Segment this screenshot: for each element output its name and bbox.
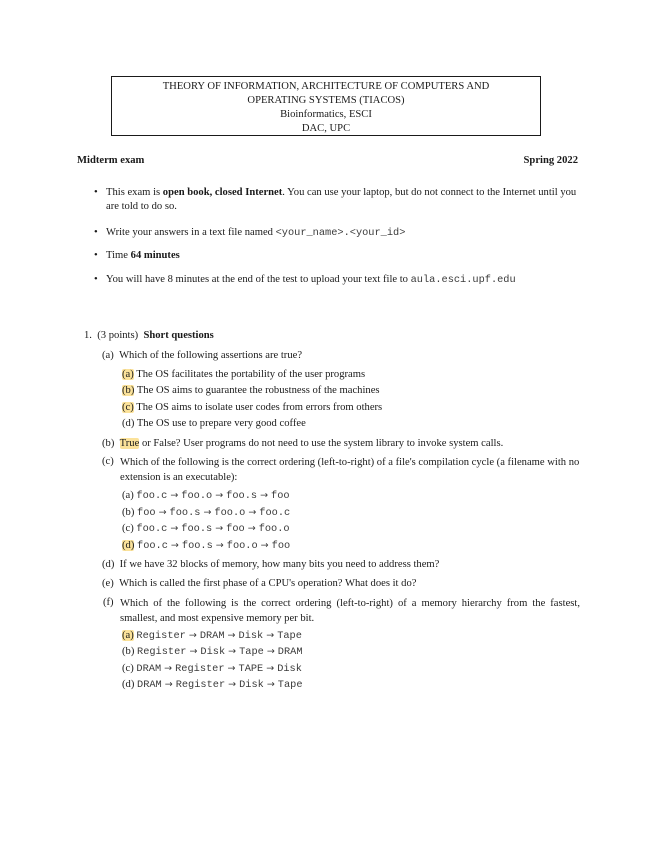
arrow-icon: →: [266, 646, 275, 657]
arrow-icon: →: [203, 507, 212, 518]
arrow-icon: →: [247, 523, 256, 534]
sequence-step: DRAM: [137, 679, 162, 691]
option-item: [122, 539, 290, 553]
sequence-step: foo.s: [226, 490, 258, 502]
sequence-step: foo: [226, 523, 245, 535]
sequence-step: foo.s: [169, 507, 201, 519]
instruction-item: • Time 64 minutes: [94, 250, 180, 261]
highlighted-answer: True: [119, 438, 140, 449]
sequence-step: foo.o: [258, 523, 290, 535]
arrow-icon: →: [227, 630, 236, 641]
sequence-step: Tape: [277, 679, 303, 691]
sequence-step: foo: [271, 540, 291, 552]
sequence-step: Disk: [238, 630, 264, 642]
arrow-icon: →: [228, 679, 237, 690]
instruction-item: • This exam is open book, closed Internet. You can use your laptop, but do not connect to the Internet until you are told to do so.: [94, 187, 577, 212]
filename-format: <your_name>.<your_id>: [275, 227, 406, 239]
option-item: (b) The OS aims to guarantee the robustness of the machines: [122, 385, 380, 396]
sequence-step: foo.c: [259, 507, 291, 519]
sequence-step: Disk: [200, 646, 226, 658]
option-label: (b): [122, 646, 135, 657]
arrow-icon: →: [248, 507, 257, 518]
arrow-icon: →: [158, 507, 167, 518]
arrow-icon: →: [188, 630, 197, 641]
arrow-icon: →: [228, 646, 237, 657]
instruction-item: • Write your answers in a text file named <your_name>.<your_id>: [94, 227, 406, 239]
sequence-step: Register: [136, 630, 186, 642]
sequence-step: DRAM: [277, 646, 303, 658]
option-label: (a): [122, 630, 134, 641]
instruction-item: • You will have 8 minutes at the end of the test to upload your text file to aula.esci.upf.edu: [94, 274, 516, 286]
department-line: DAC, UPC: [301, 123, 351, 134]
question-heading: 1. (3 points) Short questions: [84, 330, 214, 341]
subquestion-a: (a) Which of the following assertions are true?: [102, 350, 303, 361]
sequence-step: foo: [271, 490, 290, 502]
bullet-icon: •: [94, 187, 98, 198]
bullet-icon: •: [94, 250, 98, 261]
sequence-step: Register: [175, 679, 226, 691]
arrow-icon: →: [266, 663, 275, 674]
sequence-step: foo.c: [136, 490, 168, 502]
subquestion-b: (b) True or False? User programs do not need to use the system library to invoke system calls.: [102, 438, 504, 449]
sequence-step: foo.o: [226, 540, 258, 552]
subquestion-f-label: (f): [103, 597, 114, 608]
sequence-step: DRAM: [136, 663, 162, 675]
course-title-box: [111, 76, 541, 136]
arrow-icon: →: [215, 523, 224, 534]
arrow-icon: →: [266, 679, 275, 690]
sequence-step: foo.s: [181, 540, 213, 552]
option-item: [122, 506, 290, 520]
option-label: (b): [122, 507, 135, 518]
option-item: (d) The OS use to prepare very good coffee: [122, 418, 306, 429]
sequence-step: foo: [137, 507, 156, 519]
exam-term: Spring 2022: [523, 155, 578, 166]
arrow-icon: →: [215, 490, 224, 501]
option-item: [122, 629, 302, 643]
arrow-icon: →: [164, 663, 173, 674]
subquestion-e: (e) Which is called the first phase of a CPU's operation? What does it do?: [102, 578, 417, 589]
arrow-icon: →: [189, 646, 198, 657]
sequence-step: Disk: [239, 679, 264, 691]
arrow-icon: →: [164, 679, 173, 690]
exam-type: Midterm exam: [77, 155, 145, 166]
highlighted-option-label: (c): [122, 402, 134, 413]
course-title-line: THEORY OF INFORMATION, ARCHITECTURE OF COMPUTERS AND: [162, 81, 490, 92]
arrow-icon: →: [170, 523, 179, 534]
option-item: [122, 522, 290, 536]
upload-url: aula.esci.upf.edu: [410, 274, 516, 286]
sequence-step: Register: [175, 663, 225, 675]
option-item: [122, 662, 302, 676]
sequence-step: foo.s: [181, 523, 213, 535]
option-item: (c) The OS aims to isolate user codes from errors from others: [122, 402, 383, 413]
sequence-step: Tape: [239, 646, 264, 658]
bullet-icon: •: [94, 227, 98, 238]
sequence-step: Tape: [277, 630, 302, 642]
option-item: [122, 645, 303, 659]
arrow-icon: →: [215, 540, 224, 551]
sequence-step: TAPE: [238, 663, 264, 675]
option-label: (a): [122, 490, 134, 501]
highlighted-option-label: (b): [122, 385, 135, 396]
subquestion-c: Which of the following is the correct ordering (left-to-right) of a file's compilation cycle (a filename with no extension is an executable):: [120, 457, 580, 483]
option-item: [122, 489, 290, 503]
arrow-icon: →: [266, 630, 275, 641]
option-label: (c): [122, 663, 134, 674]
option-label: (d): [122, 540, 135, 551]
arrow-icon: →: [260, 490, 269, 501]
arrow-icon: →: [170, 540, 179, 551]
bullet-icon: •: [94, 274, 98, 285]
option-label: (c): [122, 523, 134, 534]
program-line: Bioinformatics, ESCI: [280, 109, 372, 120]
sequence-step: foo.o: [214, 507, 246, 519]
subquestion-f: Which of the following is the correct ordering (left-to-right) of a memory hierarchy from the fastest, smallest, and most expensive memory per bit.: [120, 598, 580, 624]
option-item: [122, 678, 303, 692]
arrow-icon: →: [260, 540, 269, 551]
highlighted-option-label: (a): [122, 369, 134, 380]
option-label: (d): [122, 679, 135, 690]
sequence-step: Disk: [277, 663, 302, 675]
sequence-step: foo.o: [181, 490, 213, 502]
arrow-icon: →: [227, 663, 236, 674]
arrow-icon: →: [170, 490, 179, 501]
subquestion-d: (d) If we have 32 blocks of memory, how many bits you need to address them?: [102, 559, 440, 570]
course-title-line: OPERATING SYSTEMS (TIACOS): [247, 95, 405, 106]
sequence-step: foo.c: [137, 540, 168, 552]
sequence-step: foo.c: [136, 523, 168, 535]
sequence-step: Register: [137, 646, 187, 658]
sequence-step: DRAM: [199, 630, 225, 642]
option-item: (a) The OS facilitates the portability of the user programs: [122, 369, 366, 380]
subquestion-c-label: (c): [102, 456, 114, 467]
